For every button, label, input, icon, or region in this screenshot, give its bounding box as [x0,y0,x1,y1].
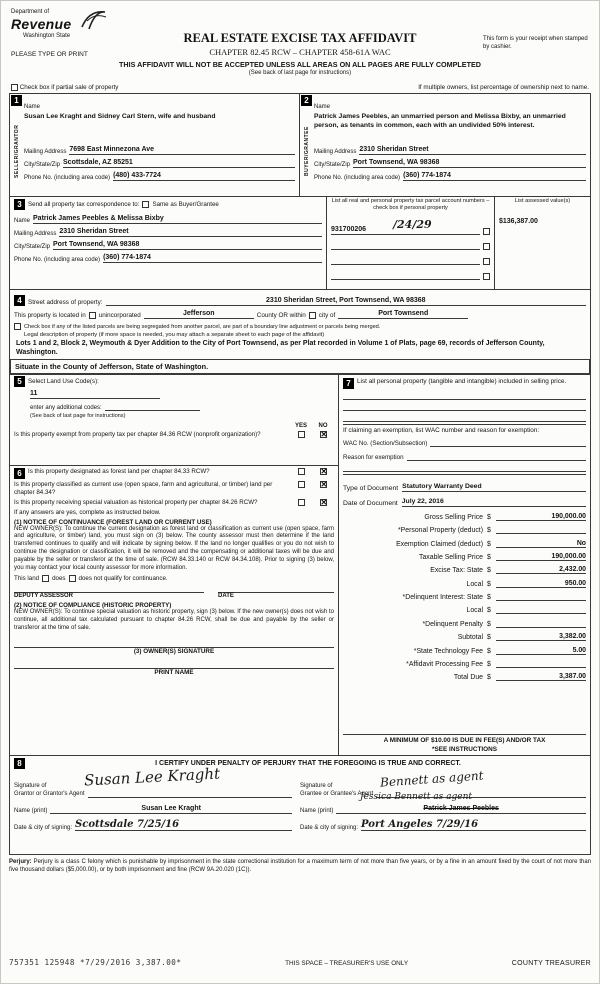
exemption-claimed-value[interactable]: No [496,540,586,548]
historic-question: Is this property receiving special valuation as historical property per chapter 84.26 RCW? [14,498,258,506]
current-use-no-checkbox[interactable] [320,481,327,488]
personal-property-checkbox-3[interactable] [483,258,490,265]
currency-sign: $ [487,620,491,628]
street-address-label: Street address of property: [28,299,103,307]
personal-property-field-2[interactable] [343,400,586,411]
currency-sign: $ [487,540,491,548]
notice1-title: (1) NOTICE OF CONTINUANCE (FOREST LAND OR CURRENT USE) [14,518,212,526]
grantor-date-city-label: Date & city of signing: [14,825,73,832]
this-land-label: This land [14,575,40,583]
parcel-numbers-box [327,196,495,290]
date-of-document-value[interactable]: July 22, 2016 [402,498,586,507]
corr-name-value[interactable]: Patrick James Peebles & Melissa Bixby [33,215,322,224]
currency-sign: $ [487,513,491,521]
delinquent-interest-state-label: *Delinquent Interest: State [402,594,483,602]
historic-no-checkbox[interactable] [320,499,327,506]
grantor-date-city-value[interactable]: Scottsdale 7/25/16 [75,819,292,831]
total-due-value[interactable]: 3,387.00 [496,673,586,681]
warning-line: THIS AFFIDAVIT WILL NOT BE ACCEPTED UNLESS ALL AREAS ON ALL PAGES ARE FULLY COMPLETED [119,60,481,69]
legal-description-value[interactable]: Lots 1 and 2, Block 2, Weymouth & Dyer Addition to the City of Port Townsend, as per Plat recorded in Volume 1 of Plats, page 69, records of Jefferson County, Washington. [16,340,545,357]
exempt-no-checkbox[interactable] [320,431,327,438]
currency-sign: $ [487,553,491,561]
reason-label: Reason for exemption [343,454,404,462]
excise-tax-local-label: Local [466,580,483,588]
unincorporated-label: unincorporated [98,312,141,320]
grantee-date-city-label: Date & city of signing: [300,825,359,832]
currency-sign: $ [487,647,491,655]
situate-line: Situate in the County of Jefferson, State of Washington. [10,359,590,374]
perjury-label: Perjury: [9,859,32,866]
historic-yes-checkbox[interactable] [298,499,305,506]
parcel-header: List all real and personal property tax parcel account numbers – check box if personal property [331,198,490,212]
seller-side-label: SELLER/GRANTOR [13,124,20,178]
grantee-signature-handwriting: Bennett as agent [379,768,484,790]
date-of-document-label: Date of Document [343,500,398,508]
personal-property-checkbox-4[interactable] [483,273,490,280]
unincorporated-checkbox[interactable] [89,312,96,319]
grantee-name-handwriting: Jessica Bennett as agent [360,792,472,803]
personal-property-deduct-value[interactable] [496,533,586,534]
grantor-signature-handwriting: Susan Lee Kraght [83,764,221,790]
chapter-line: CHAPTER 82.45 RCW – CHAPTER 458-61A WAC [209,47,391,57]
dept-of-label: Department of [11,9,50,15]
subtotal-value[interactable]: 3,382.00 [496,633,586,641]
wac-label: WAC No. (Section/Subsection) [343,440,428,448]
assessed-value[interactable]: $136,387.00 [499,218,538,226]
perjury-paragraph [9,858,591,874]
seller-name-value[interactable]: Susan Lee Kraght and Sidney Carl Stern, wife and husband [24,113,216,121]
exemption-intro: If claiming an exemption, list WAC number and reason for exemption: [343,427,540,435]
grantee-sig-label-2: Grantee or Grantee's Agent [300,790,374,797]
county-treasurer-label: COUNTY TREASURER [511,960,591,967]
partial-sale-label: Check box if partial sale of property [19,84,119,92]
treasurer-space-label: THIS SPACE – TREASURER'S USE ONLY [285,960,409,967]
gross-selling-price-label: Gross Selling Price [424,513,483,521]
revenue-wordmark: Revenue [11,16,72,32]
section-3-number: 3 [14,199,25,210]
currency-sign: $ [487,634,491,642]
correspondence-section [9,196,591,290]
corr-mailing-value[interactable]: 2310 Sheridan Street [59,228,322,237]
grantee-name-print-value[interactable]: Patrick James Peebles [336,805,586,814]
delinquent-interest-local-label: Local [466,607,483,615]
city-of-label: city of [318,312,336,320]
currency-sign: $ [487,607,491,615]
notice2-title: (2) NOTICE OF COMPLIANCE (HISTORIC PROPERTY) [14,602,172,610]
buyer-phone-value[interactable]: (360) 774-1874 [403,172,586,181]
partial-sale-checkbox[interactable] [11,84,18,91]
correspondence-box [9,196,327,290]
grantor-signature-block [14,764,300,832]
owners-signature-label: (3) OWNER(S) SIGNATURE [133,647,215,655]
see-back-note: (See back of last page for instructions) [248,70,352,76]
delinquent-interest-state-value[interactable] [496,600,586,601]
type-of-document-value[interactable]: Statutory Warranty Deed [402,483,586,492]
if-yes-note: If any answers are yes, complete as instructed below. [14,508,161,516]
forest-no-checkbox[interactable] [320,468,327,475]
section-8-number: 8 [14,758,25,769]
send-correspondence-label: Send all property tax correspondence to: [28,201,140,209]
property-section [9,289,591,375]
partial-sale-row [11,84,589,91]
buyer-city-value[interactable]: Port Townsend, WA 98368 [353,159,586,168]
grantor-name-print-value[interactable]: Susan Lee Kraght [50,805,292,814]
personal-property-label: List all personal property (tangible and intangible) included in selling price. [357,378,567,386]
cashier-stamp: 757351 125948 *7/29/2016 3,387.00* [9,958,182,967]
delinquent-penalty-value[interactable] [496,627,586,628]
affidavit-processing-fee-label: *Affidavit Processing Fee [406,661,483,669]
corr-phone-label: Phone No. (including area code) [14,257,101,264]
designation-section [9,465,339,756]
receipt-note: This form is your receipt when stamped by cashier. [483,36,588,51]
taxable-selling-price-value[interactable]: 190,000.00 [496,553,586,561]
type-of-document-label: Type of Document [343,485,399,493]
seller-phone-value[interactable]: (480) 433-7724 [113,172,295,181]
see-instructions-note: *SEE INSTRUCTIONS [432,745,497,753]
deputy-date-label: DATE [218,593,234,600]
seller-phone-label: Phone No. (including area code) [24,175,111,182]
corr-city-value[interactable]: Port Townsend, WA 98368 [53,241,322,250]
corr-name-label: Name [14,218,31,225]
city-of-value[interactable]: Port Townsend [338,310,468,319]
same-as-buyer-checkbox[interactable] [142,201,149,208]
parcel-handwriting: /24/29 [393,218,432,232]
grantee-signature-block [300,768,586,832]
land-use-code-value[interactable]: 11 [30,390,160,399]
grantee-name-print-label: Name (print) [300,808,334,815]
exemption-claimed-label: Exemption Claimed (deduct) [396,540,483,548]
subtotal-label: Subtotal [457,634,483,642]
forest-yes-checkbox[interactable] [298,468,305,475]
parcel-number-field-2[interactable] [331,241,480,250]
corr-mailing-label: Mailing Address [14,231,57,238]
segregated-checkbox[interactable] [14,323,21,330]
segregated-note: Check box if any of the listed parcels are being segregated from another parcel, are part of a boundary line adjustment or parcels being merged. [24,324,381,331]
seller-mailing-label: Mailing Address [24,149,67,156]
personal-property-checkbox-2[interactable] [483,243,490,250]
washington-state-label: Washington State [23,33,71,39]
parcel-number-field-4[interactable] [331,271,480,280]
currency-sign: $ [487,674,491,682]
taxable-selling-price-label: Taxable Selling Price [419,553,483,561]
buyer-side-label: BUYER/GRANTEE [303,126,310,177]
currency-sign: $ [487,661,491,669]
grantor-signature-line[interactable] [88,789,292,798]
parcel-number-field[interactable] [331,218,480,235]
seller-grantor-box [9,93,300,197]
parties-section [9,93,591,197]
buyer-mailing-label: Mailing Address [314,149,357,156]
section-2-number: 2 [301,95,312,106]
seller-mailing-value[interactable]: 7698 East Minnezona Ave [69,146,295,155]
currency-sign: $ [487,580,491,588]
does-label: does [52,575,66,583]
reason-field[interactable] [407,452,586,461]
excise-tax-state-label: Excise Tax: State [430,567,483,575]
grantee-date-city-value[interactable]: Port Angeles 7/29/16 [361,819,586,831]
forest-question: Is this property designated as forest land per chapter 84.33 RCW? [28,468,210,476]
does-not-checkbox[interactable] [69,575,76,582]
seller-name-label: Name [24,104,41,111]
buyer-city-label: City/State/Zip [314,162,351,169]
land-use-section [9,374,339,466]
yes-header: YES [294,423,307,430]
section-6-number: 6 [14,468,25,479]
parcel-number-field-3[interactable] [331,256,480,265]
assessed-header: List assessed value(s) [514,198,571,205]
does-not-label: does not qualify for continuance. [78,575,168,583]
excise-tax-local-value[interactable]: 950.00 [496,580,586,588]
personal-property-deduct-label: *Personal Property (deduct) [397,527,483,535]
minimum-fee-note: A MINIMUM OF $10.00 IS DUE IN FEE(S) AND/OR TAX [383,737,546,745]
gross-selling-price-value[interactable]: 190,000.00 [496,513,586,521]
located-in-label: This property is located in [14,312,86,320]
street-address-value[interactable]: 2310 Sheridan Street, Port Townsend, WA 98368 [106,297,586,306]
legal-description-label: Legal description of property (if more space is needed, you may attach a separate sheet to each page of the affidavit) [24,332,325,339]
certify-statement: I CERTIFY UNDER PENALTY OF PERJURY THAT THE FOREGOING IS TRUE AND CORRECT. [155,760,461,768]
section-5-number: 5 [14,376,25,387]
parcel-number-value: 931700206 [331,226,367,234]
corr-phone-value[interactable]: (360) 774-1874 [103,254,322,263]
personal-property-field-1[interactable] [343,389,586,400]
current-use-question: Is this property classified as current use (open space, farm and agricultural, or timber) land per chapter 84.34? [14,481,273,497]
please-type-label: PLEASE TYPE OR PRINT [11,51,88,58]
grantee-sig-label-1: Signature of [300,782,333,789]
assessed-values-box [495,196,591,290]
does-checkbox[interactable] [42,575,49,582]
current-use-yes-checkbox[interactable] [298,481,305,488]
corr-city-label: City/State/Zip [14,244,51,251]
notice2-body: NEW OWNER(S): To continue special valuation as historic property, sign (3) below. If the new owner(s) does not wish to continue, all additional tax calculated pursuant to chapter 84.26 RCW, shall be due and payable by the seller or transferor at the time of sale. [14,609,334,631]
personal-property-checkbox-1[interactable] [483,228,490,235]
currency-sign: $ [487,567,491,575]
delinquent-penalty-label: *Delinquent Penalty [422,620,483,628]
seller-city-value[interactable]: Scottsdale, AZ 85251 [63,159,295,168]
excise-tax-state-value[interactable]: 2,432.00 [496,566,586,574]
grantor-sig-label-2: Grantor or Grantor's Agent [14,790,85,797]
seller-city-label: City/State/Zip [24,162,61,169]
additional-codes-field[interactable] [105,402,200,411]
buyer-name-value[interactable]: Patrick James Peebles, an unmarried person and Melissa Bixby, an unmarried person, as tenants in common, each with an undivided 50% interest. [314,113,566,129]
treasurer-row [9,958,591,967]
buyer-mailing-value[interactable]: 2310 Sheridan Street [359,146,586,155]
same-as-buyer-label: Same as Buyer/Grantee [152,201,219,209]
section-4-number: 4 [14,295,25,306]
buyer-name-label: Name [314,104,331,111]
additional-codes-label: enter any additional codes: [30,405,102,412]
section-1-number: 1 [11,95,22,106]
total-due-label: Total Due [453,674,483,682]
affidavit-processing-fee-value[interactable] [496,667,586,668]
perjury-text: Perjury is a class C felony which is punishable by imprisonment in the state correctional institution for a maximum term of not more than five years, or by a fine in an amount fixed by the court of not more than five thousand dollars ($5,000.00), or by both imprisonment and fine (RCW 9A.20.020 (1C)). [9,859,591,874]
reason-field-2[interactable] [343,461,586,472]
print-name-label: PRINT NAME [154,668,194,676]
main-columns [9,374,591,756]
notice1-body: NEW OWNER(S): To continue the current designation as forest land or classification as current use (open space, farm and agriculture, or timber) land, you must sign on (3) below. The county assessor must then determine if the land transferred continues to qualify and will indicate by signing below. If the land no longer qualifies or you do not wish to continue the designation or classification, it will be removed and the compensating or additional taxes will be due and payable by the seller or transferor at the time of sale. (RCW 84.33.140 or RCW 84.34.108). Prior to signing (3) below, you may contact your local county assessor for more information. [14,525,334,571]
city-of-checkbox[interactable] [309,312,316,319]
personal-property-field-3[interactable] [343,411,586,422]
form-header [9,7,591,83]
grantor-name-print-label: Name (print) [14,808,48,815]
buyer-phone-label: Phone No. (including area code) [314,175,401,182]
deputy-assessor-label: DEPUTY ASSESSOR [14,593,74,600]
county-or-label: County OR within [256,312,306,320]
buyer-grantee-box [300,93,591,197]
wac-field[interactable] [430,438,586,447]
no-header: NO [318,423,328,430]
land-use-label: Select Land Use Code(s): [28,378,99,386]
form-title: REAL ESTATE EXCISE TAX AFFIDAVIT [183,31,417,45]
grantor-sig-label-1: Signature of [14,782,47,789]
state-technology-fee-label: *State Technology Fee [413,647,483,655]
state-technology-fee-value[interactable]: 5.00 [496,647,586,655]
county-value[interactable]: Jefferson [144,310,254,319]
currency-sign: $ [487,527,491,535]
currency-sign: $ [487,594,491,602]
section-7-number: 7 [343,378,354,389]
certification-section [9,755,591,855]
delinquent-interest-local-value[interactable] [496,613,586,614]
multiple-owners-note: If multiple owners, list percentage of ownership next to name. [418,84,589,92]
exempt-question: Is this property exempt from property tax per chapter 84.36 RCW (nonprofit organization)? [14,431,261,439]
section5-see-back: (See back of last page for instructions) [30,413,126,420]
exempt-yes-checkbox[interactable] [298,431,305,438]
tax-computation-section [339,374,591,756]
